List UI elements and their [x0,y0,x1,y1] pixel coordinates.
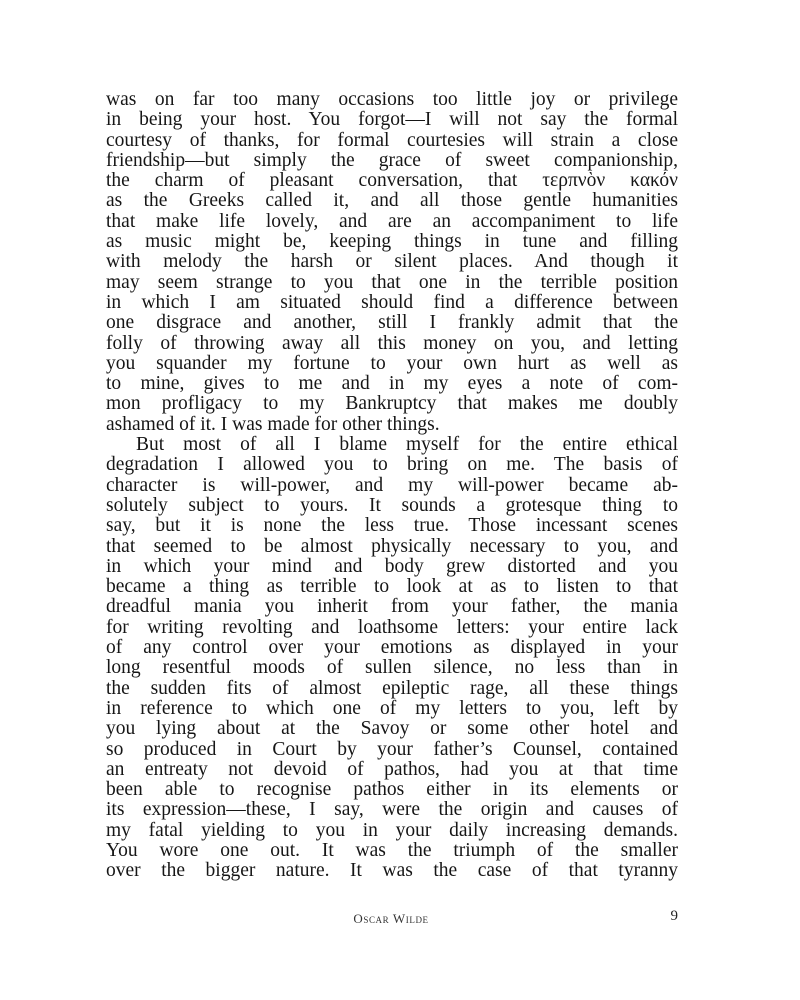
text-line: solutely subject to yours. It sounds a grotesque thing to [106,494,678,516]
text-line: its expression—these, I say, were the origin and causes of [106,799,678,821]
text-line: was on far too many occasions too little joy or privilege [106,89,678,110]
text-line: But most of all I blame myself for the entire ethical [136,434,678,456]
text-line: my fatal yielding to you in your daily increasing demands. [106,819,678,841]
text-line: in reference to which one of my letters to you, left by [106,697,678,719]
text-line: so produced in Court by your father’s Counsel, contained [106,738,678,760]
text-line: in being your host. You forgot—I will not say the formal [106,109,678,131]
text-line: for writing revolting and loathsome letters: your entire lack [106,616,678,638]
text-line: that seemed to be almost physically necessary to you, and [106,535,678,557]
text-line: you squander my fortune to your own hurt as well as [106,352,678,374]
text-line: over the bigger nature. It was the case of that tyranny [106,860,678,882]
text-line: friendship—but simply the grace of sweet companionship, [106,149,678,171]
text-line: in which I am situated should find a difference between [106,291,678,313]
text-line: that make life lovely, and are an accompaniment to life [106,210,678,232]
text-line: the charm of pleasant conversation, that τερπνὸν κακόν [106,170,678,192]
text-line: ashamed of it. I was made for other things. [106,413,440,435]
text-line: say, but it is none the less true. Those incessant scenes [106,515,678,537]
text-line: as music might be, keeping things in tune and filling [106,231,678,253]
text-line: mon profligacy to my Bankruptcy that makes me doubly [106,393,678,415]
text-line: folly of throwing away all this money on you, and letting [106,332,678,354]
text-line: courtesy of thanks, for formal courtesies will strain a close [106,129,678,151]
page-number: 9 [670,908,678,924]
paragraph [106,90,678,435]
paragraph [106,435,678,882]
text-line: You wore one out. It was the triumph of the smaller [106,839,678,861]
text-line: may seem strange to you that one in the terrible position [106,271,678,293]
running-footer-author: Oscar Wilde [353,911,429,926]
text-line: been able to recognise pathos either in its elements or [106,779,678,801]
text-line: as the Greeks called it, and all those gentle humanities [106,190,678,212]
text-line: one disgrace and another, still I frankly admit that the [106,312,678,334]
text-line: to mine, gives to me and in my eyes a note of com- [106,373,678,395]
text-line: character is will-power, and my will-power became ab- [106,474,678,496]
text-line: of any control over your emotions as displayed in your [106,637,678,659]
text-line: the sudden fits of almost epileptic rage, all these things [106,677,678,699]
text-line: dreadful mania you inherit from your father, the mania [106,596,678,618]
text-line: degradation I allowed you to bring on me. The basis of [106,454,678,476]
body-text [106,90,678,882]
text-line: long resentful moods of sullen silence, no less than in [106,657,678,679]
text-line: with melody the harsh or silent places. And though it [106,251,678,273]
text-line: you lying about at the Savoy or some other hotel and [106,718,678,740]
text-line: in which your mind and body grew distorted and you [106,555,678,577]
text-line: an entreaty not devoid of pathos, had you at that time [106,758,678,780]
text-line: became a thing as terrible to look at as to listen to that [106,576,678,598]
